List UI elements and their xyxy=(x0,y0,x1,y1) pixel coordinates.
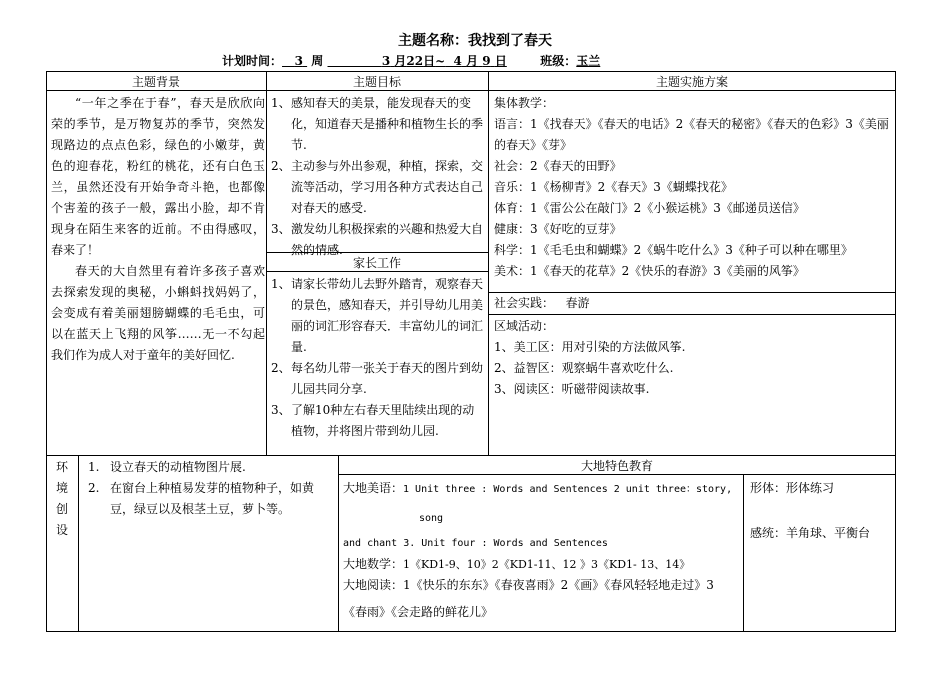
background-paragraph: 春天的大自然里有着许多孩子喜欢去探索发现的奥秘，小蝌蚪找妈妈了，会变成有着美丽翅膀蝴蝶的毛毛虫，可以在蓝天上飞翔的风筝……无一不勾起我们作为成人对于童年的美好回忆. xyxy=(51,264,265,362)
date-range: 3 月22日~ 4 月 9 日 xyxy=(381,54,507,68)
english-line-2: song xyxy=(419,513,444,524)
parent-item: 1、 请家长带幼儿去野外踏青，观察春天的景色，感知春天，并引导幼儿用美丽的词汇形容春天．丰富幼儿的词汇量. xyxy=(271,277,484,354)
env-content-divider xyxy=(338,455,339,632)
parent-head-divider xyxy=(266,271,488,272)
special-education-heading: 大地特色教育 xyxy=(580,459,653,473)
week-unit: 周 xyxy=(311,54,324,68)
col-divider-2 xyxy=(488,71,489,455)
collective-line: 社会：2《春天的田野》 xyxy=(494,159,622,173)
collective-line: 体育：1《雷公公在敲门》2《小猴运桃》3《邮递员送信》 xyxy=(494,201,805,215)
header-goals: 主题目标 xyxy=(352,75,401,89)
reading-line-2: 《春雨》《会走路的鲜花儿》 xyxy=(343,605,494,619)
math-line: 大地数学：1《KD1-9、10》2《KD1-11、12 》3《KD1- 13、14》 xyxy=(343,557,691,571)
goal-item: 3、 激发幼儿积极探索的兴趣和热爱大自然的情感. xyxy=(271,222,484,257)
english-line: 大地美语：1 Unit three : Words and Sentences 2 unit three：story, xyxy=(343,481,733,495)
environment-item: 1. 设立春天的动植物图片展. xyxy=(88,460,246,474)
environment-label: 环 境 创 设 xyxy=(55,460,68,537)
plan-label: 计划时间： xyxy=(222,54,283,68)
environment-list xyxy=(88,457,333,520)
parent-work-list xyxy=(271,274,483,442)
goal-item: 1、 感知春天的美景，能发现春天的变化，知道春天是播种和植物生长的季节. xyxy=(271,96,484,152)
social-practice-label: 社会实践： xyxy=(494,296,555,310)
class-label: 班级： xyxy=(540,54,577,68)
collective-teaching xyxy=(494,93,890,282)
background-paragraph: “一年之季在于春”，春天是欣欣向荣的季节，是万物复苏的季节，突然发现路边的点点色彩，绿色的小嫩芽，黄色的迎春花，粉红的桃花，还有白色玉兰，虽然还没有开始争奇斗艳，也都像个害羞的孩子一般，露出小脸，却不肯现身在陌生来客的近前。不由得感叹，春来了！ xyxy=(51,96,265,257)
goal-item: 2、 主动参与外出参观，种植，探索，交流等活动，学习用各种方式表达自己对春天的感受. xyxy=(271,159,484,215)
english-line-3: and chant 3. Unit four : Words and Sentences xyxy=(343,538,608,549)
collective-line: 美术：1《春天的花草》2《快乐的春游》3《美丽的风筝》 xyxy=(494,264,805,278)
regional-item: 3、阅读区：听磁带阅读故事. xyxy=(494,382,650,396)
class-name: 玉兰 xyxy=(576,54,601,68)
regional-item: 2、益智区：观察蜗牛喜欢吃什么. xyxy=(494,361,674,375)
social-bottom-divider xyxy=(488,314,896,315)
weeks-value: 3 xyxy=(294,54,303,68)
regional-item: 1、美工区：用对引染的方法做风筝. xyxy=(494,340,686,354)
collective-line: 科学：1《毛毛虫和蝴蝶》2《蜗牛吃什么》3《种子可以种在哪里》 xyxy=(494,243,853,257)
special-side-divider xyxy=(743,474,744,632)
social-practice-value: 春游 xyxy=(565,296,590,310)
collective-heading: 集体教学： xyxy=(494,96,555,110)
social-practice xyxy=(494,293,890,314)
regional-activities xyxy=(494,316,890,400)
goals-list xyxy=(271,93,483,261)
background-text xyxy=(51,93,265,366)
plan-line xyxy=(222,52,600,69)
sensory-training: 感统：羊角球、平衡台 xyxy=(750,526,871,540)
document-title: 主题名称：我找到了春天 xyxy=(398,33,552,49)
body-training: 形体：形体练习 xyxy=(750,481,835,495)
reading-line: 大地阅读：1《快乐的东东》《春夜喜雨》2《画》《春风轻轻地走过》3 xyxy=(343,578,714,592)
special-education-content xyxy=(343,478,741,623)
env-label-divider xyxy=(78,455,79,632)
regional-heading: 区域活动： xyxy=(494,319,555,333)
collective-line: 健康：3《好吃的豆芽》 xyxy=(494,222,622,236)
parent-item: 3、 了解10种左右春天里陆续出现的动植物，并将图片带到幼儿园. xyxy=(271,403,475,438)
environment-item: 2. 在窗台上种植易发芽的植物种子，如黄豆，绿豆以及根茎土豆，萝卜等。 xyxy=(88,481,315,516)
header-background: 主题背景 xyxy=(131,75,180,89)
header-row-divider xyxy=(46,90,896,91)
parent-item: 2、 每名幼儿带一张关于春天的图片到幼儿园共同分享. xyxy=(271,361,484,396)
env-row-divider xyxy=(46,455,896,456)
special-head-divider xyxy=(338,474,896,475)
collective-line: 语言：1《找春天》《春天的电话》2《春天的秘密》《春天的色彩》3《美丽的春天》《芽》 xyxy=(494,117,889,152)
header-parent-work: 家长工作 xyxy=(352,256,401,270)
header-plan: 主题实施方案 xyxy=(655,75,728,89)
collective-line: 音乐：1《杨柳青》2《春天》3《蝴蝶找花》 xyxy=(494,180,733,194)
